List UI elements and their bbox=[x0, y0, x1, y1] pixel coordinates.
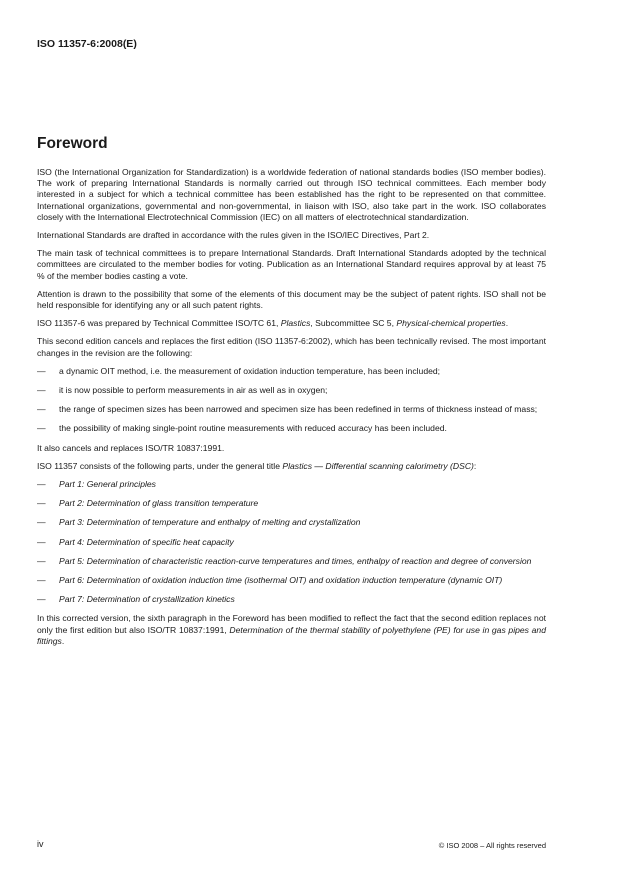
page-number: iv bbox=[37, 839, 44, 849]
dash-marker: — bbox=[37, 365, 46, 376]
list-item bbox=[37, 385, 546, 396]
paragraph-corrected-version bbox=[37, 613, 546, 647]
part-title: Part 4: Determination of specific heat capacity bbox=[59, 536, 234, 547]
paragraph-patent-rights: Attention is drawn to the possibility that some of the elements of this document may be the subject of patent rights. ISO shall not be held responsible for identifying any or all such patent rights. bbox=[37, 288, 546, 311]
list-item bbox=[37, 498, 546, 509]
part-title: Part 6: Determination of oxidation induction time (isothermal OIT) and oxidation induction temperature (dynamic OIT) bbox=[59, 575, 503, 586]
committee-name: Plastics bbox=[280, 318, 311, 329]
list-item bbox=[37, 594, 546, 605]
list-item-text: the range of specimen sizes has been narrowed and specimen size has been redefined in terms of thickness instead of mass; bbox=[59, 404, 538, 415]
part-title: Part 7: Determination of crystallization kinetics bbox=[59, 594, 235, 605]
document-id-header: ISO 11357-6:2008(E) bbox=[37, 38, 137, 50]
dash-marker: — bbox=[37, 423, 46, 434]
subcommittee-text: , Subcommittee SC 5, bbox=[310, 318, 397, 329]
list-item-text: it is now possible to perform measurements in air as well as in oxygen; bbox=[59, 385, 328, 396]
list-item bbox=[37, 575, 546, 586]
prepared-by-text: ISO 11357-6 was prepared by Technical Committee ISO/TC 61, bbox=[37, 318, 281, 329]
dash-marker: — bbox=[37, 555, 46, 566]
dash-marker: — bbox=[37, 536, 46, 547]
list-item bbox=[37, 423, 546, 434]
dash-marker: — bbox=[37, 575, 46, 586]
list-item bbox=[37, 479, 546, 490]
paragraph-also-cancels: It also cancels and replaces ISO/TR 10837:1991. bbox=[37, 442, 225, 453]
paragraph-parts-intro bbox=[37, 461, 546, 472]
parts-intro-end: : bbox=[473, 460, 477, 471]
part-title: Part 5: Determination of characteristic reaction-curve temperatures and times, enthalpy of reaction and degree of conversion bbox=[59, 555, 532, 566]
dash-marker: — bbox=[37, 517, 46, 528]
list-item bbox=[37, 537, 546, 548]
parts-list bbox=[37, 479, 546, 605]
general-title: Plastics — Differential scanning calorimetry (DSC) bbox=[282, 460, 474, 471]
prepared-by-end: . bbox=[505, 318, 509, 329]
paragraph-iso-intro: ISO (the International Organization for Standardization) is a worldwide federation of national standards bodies (ISO member bodies). The work of preparing International Standards is normally carried out through ISO technical committees. Each member body interested in a subject for which a technical committee has been established has the right to be represented on that committee. International organizations, governmental and non-governmental, in liaison with ISO, also take part in the work. ISO collaborates closely with the International Electrotechnical Commission (IEC) on all matters of electrotechnical standardization. bbox=[37, 167, 546, 222]
page-title: Foreword bbox=[37, 135, 108, 152]
part-title: Part 3: Determination of temperature and enthalpy of melting and crystallization bbox=[59, 517, 361, 528]
dash-marker: — bbox=[37, 498, 46, 509]
list-item-text: a dynamic OIT method, i.e. the measurement of oxidation induction temperature, has been included; bbox=[59, 365, 441, 376]
list-item bbox=[37, 556, 546, 567]
paragraph-prepared-by bbox=[37, 318, 546, 329]
changes-list bbox=[37, 366, 546, 435]
list-item bbox=[37, 517, 546, 528]
parts-intro-text: ISO 11357 consists of the following parts, under the general title bbox=[37, 460, 283, 471]
paragraph-directives: International Standards are drafted in accordance with the rules given in the ISO/IEC Directives, Part 2. bbox=[37, 230, 430, 241]
dash-marker: — bbox=[37, 594, 46, 605]
subcommittee-name: Physical-chemical properties bbox=[396, 318, 506, 329]
corrected-version-text: In this corrected version, the sixth paragraph in the Foreword has been modified to reflect the fact that the second edition replaces not only the first edition but also ISO/TR 10837:1991, bbox=[37, 613, 546, 635]
list-item-text: the possibility of making single-point routine measurements with reduced accuracy has been included. bbox=[59, 423, 447, 434]
list-item bbox=[37, 404, 546, 415]
dash-marker: — bbox=[37, 404, 46, 415]
corrected-version-end: . bbox=[61, 635, 65, 646]
paragraph-edition: This second edition cancels and replaces the first edition (ISO 11357-6:2002), which has been technically revised. The most important changes in the revision are the following: bbox=[37, 336, 546, 358]
list-item bbox=[37, 366, 546, 377]
part-title: Part 1: General principles bbox=[59, 479, 156, 490]
dash-marker: — bbox=[37, 479, 46, 490]
part-title: Part 2: Determination of glass transition temperature bbox=[59, 498, 259, 509]
paragraph-technical-committees: The main task of technical committees is to prepare International Standards. Draft International Standards adopted by the technical committees are circulated to the member bodies for voting. Publication as an International Standard requires approval by at least 75 % of the member bodies casting a vote. bbox=[37, 248, 546, 281]
tr-title: Determination of the thermal stability of polyethylene (PE) for use in gas pipes and fittings bbox=[37, 624, 546, 646]
copyright-notice: © ISO 2008 – All rights reserved bbox=[438, 841, 546, 850]
dash-marker: — bbox=[37, 385, 46, 396]
foreword-body bbox=[37, 167, 546, 654]
